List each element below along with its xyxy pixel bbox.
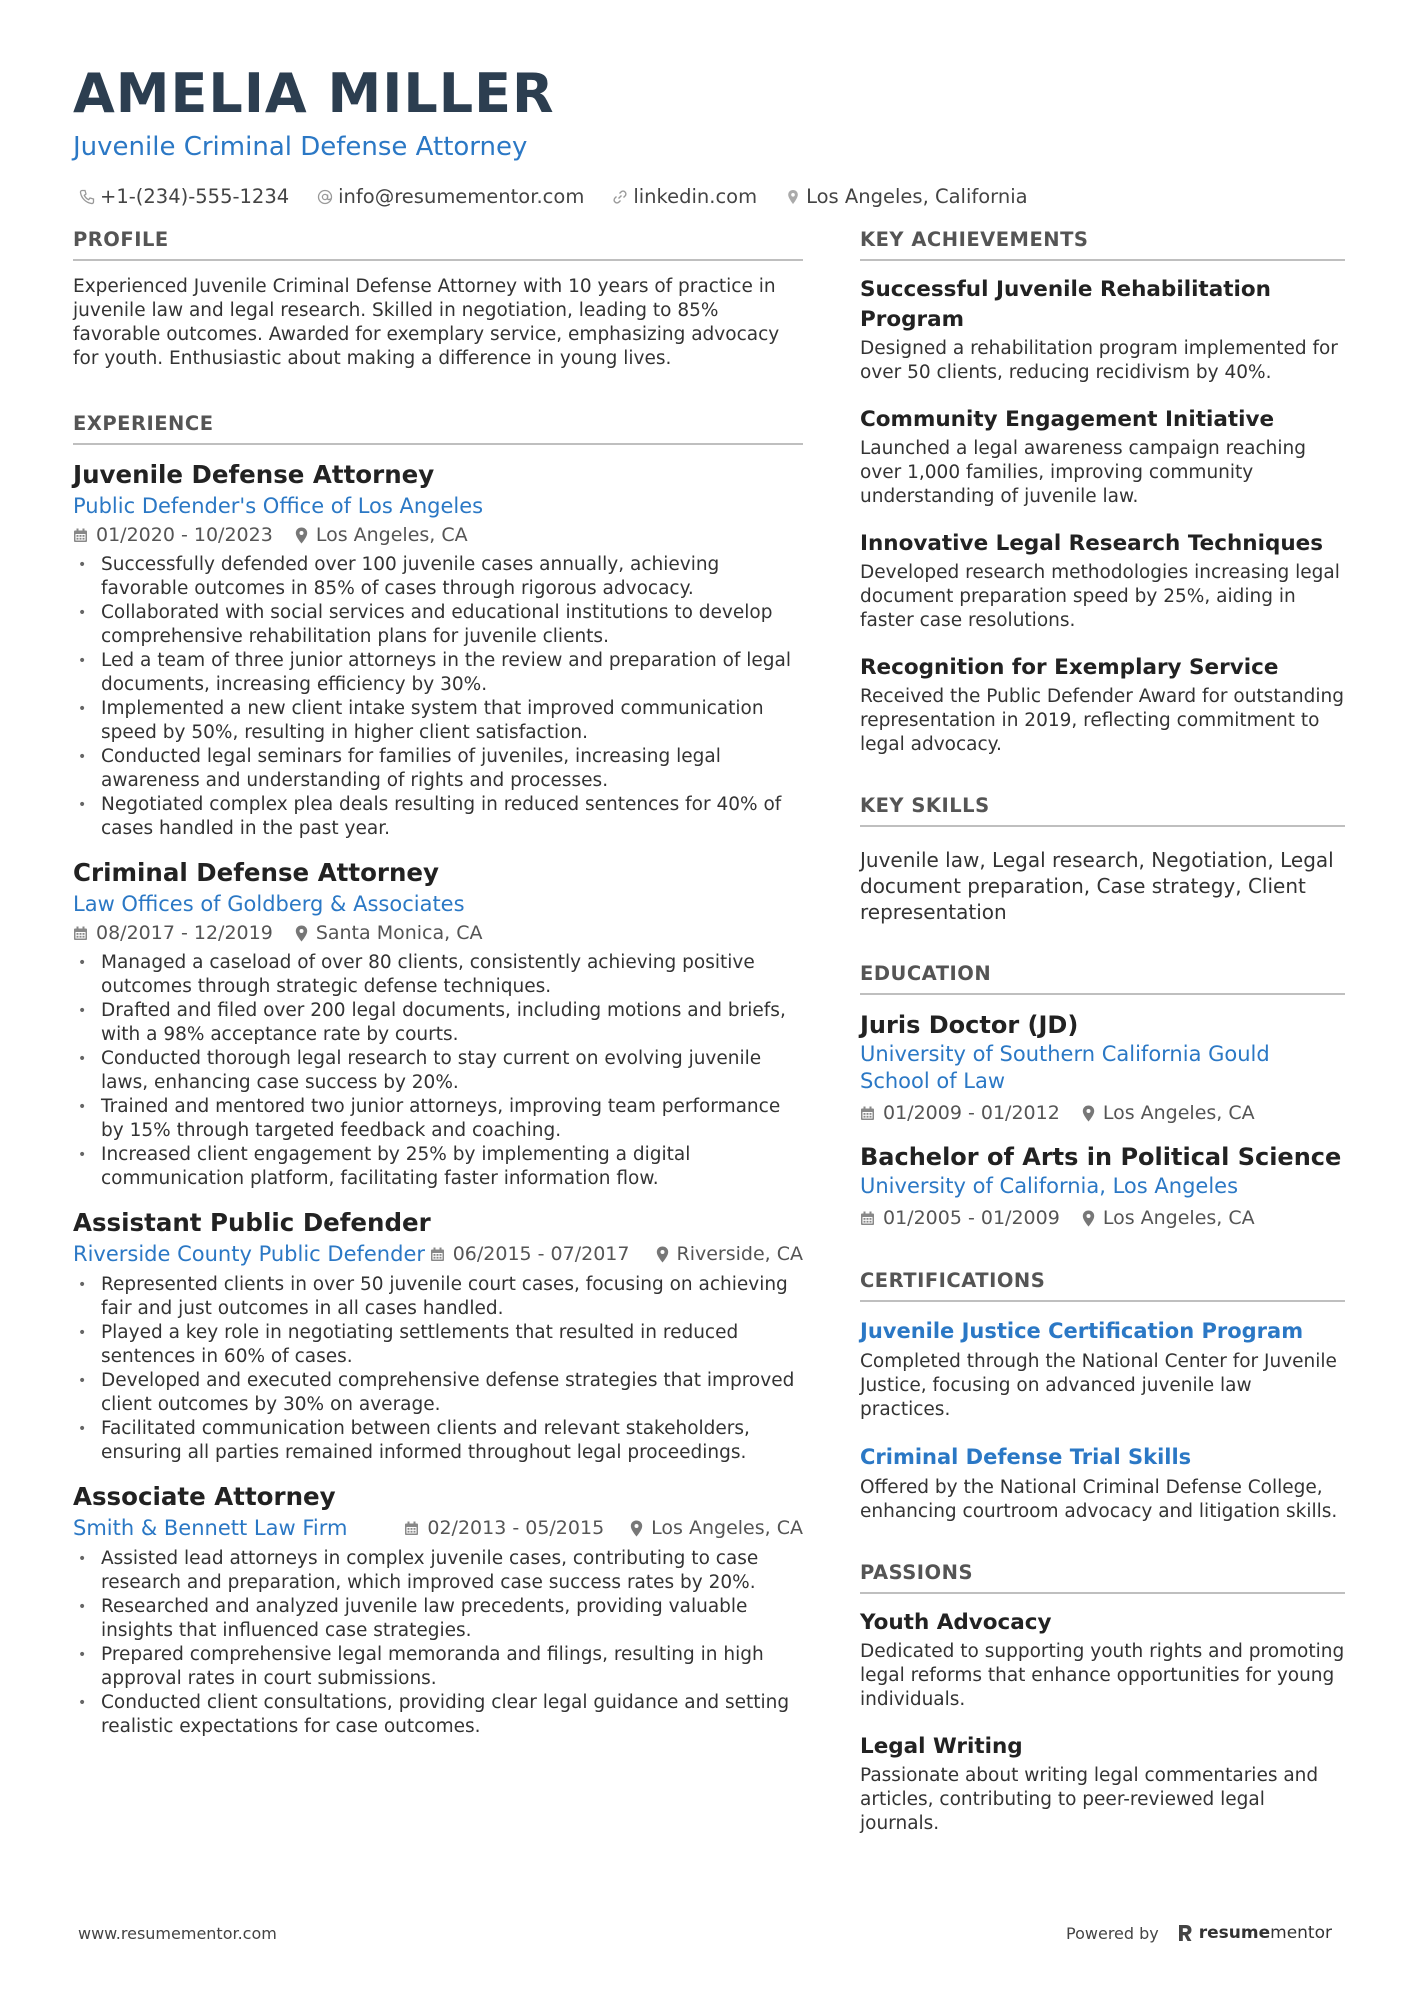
education-meta <box>860 1204 1345 1232</box>
job-bullets <box>73 951 803 1191</box>
job-bullet: • Represented clients in over 50 juvenile court cases, focusing on achieving fair and just outcomes in all cases handled. <box>73 1273 803 1321</box>
job-bullet: • Conducted legal seminars for families of juveniles, increasing legal awareness and understanding of rights and processes. <box>73 745 803 793</box>
job-bullet: • Trained and mentored two junior attorneys, improving team performance by 15% through targeted feedback and coaching. <box>73 1095 803 1143</box>
job-location <box>630 1514 803 1542</box>
achievements-section <box>860 227 1345 757</box>
job-dates-text: 08/2017 - 12/2019 <box>96 922 273 944</box>
job-bullet: • Assisted lead attorneys in complex juvenile cases, contributing to case research and preparation, which improved case success rates by 20%. <box>73 1547 803 1595</box>
education-location-text: Los Angeles, CA <box>1102 1207 1255 1229</box>
calendar-icon <box>404 1521 419 1536</box>
achievement-title: Innovative Legal Research Techniques <box>860 531 1324 556</box>
education-location-text: Los Angeles, CA <box>1102 1102 1255 1124</box>
certifications-section <box>860 1268 1345 1524</box>
location-pin-icon <box>1082 1105 1095 1122</box>
contact-row <box>73 184 1337 210</box>
education-dates-text: 01/2005 - 01/2009 <box>883 1207 1060 1229</box>
job-company: Public Defender's Office of Los Angeles <box>73 494 484 518</box>
certification-item <box>860 1316 1345 1422</box>
education-item <box>860 1141 1345 1232</box>
page-footer <box>78 1923 1332 1943</box>
education-school: University of Southern California Gould School of Law <box>860 1042 1270 1093</box>
brand-name-regular: mentor <box>1270 1923 1332 1943</box>
job-dates-text: 01/2020 - 10/2023 <box>96 524 273 546</box>
job-bullet: • Conducted thorough legal research to stay current on evolving juvenile laws, enhancing case success by 20%. <box>73 1047 803 1095</box>
education-dates <box>860 1204 1060 1232</box>
job-entry <box>73 1207 803 1465</box>
powered-by-label: Powered by <box>1066 1923 1159 1943</box>
job-bullets <box>73 1547 803 1739</box>
skills-text: Juvenile law, Legal research, Negotiation, Legal document preparation, Case strategy, Client representation <box>860 848 1334 924</box>
job-bullets <box>73 553 803 841</box>
job-meta-details <box>404 1514 803 1542</box>
job-bullet: • Collaborated with social services and educational institutions to develop comprehensive rehabilitation plans for juvenile clients. <box>73 601 803 649</box>
achievements-heading: KEY ACHIEVEMENTS <box>860 227 1345 261</box>
profile-text: Experienced Juvenile Criminal Defense Attorney with 10 years of practice in juvenile law and legal research. Skilled in negotiation, leading to 85% favorable outcomes. Awarded for exemplary service, emphasizing advocacy for youth. Enthusiastic about making a difference in young lives. <box>73 276 780 369</box>
achievement-text: Launched a legal awareness campaign reaching over 1,000 families, improving community understanding of juvenile law. <box>860 438 1307 507</box>
job-location-text: Los Angeles, CA <box>651 1517 803 1539</box>
education-heading: EDUCATION <box>860 961 1345 995</box>
job-company: Smith & Bennett Law Firm <box>73 1516 348 1540</box>
job-location <box>295 919 483 947</box>
education-dates <box>860 1099 1060 1127</box>
calendar-icon <box>860 1106 875 1121</box>
achievement-text: Designed a rehabilitation program implemented for over 50 clients, reducing recidivism by 40%. <box>860 338 1338 383</box>
passion-title: Youth Advocacy <box>860 1610 1052 1635</box>
location-pin-icon <box>295 527 308 544</box>
achievement-title: Successful Juvenile Rehabilitation Program <box>860 277 1271 332</box>
passion-text: Passionate about writing legal commentaries and articles, contributing to peer-reviewed legal journals. <box>860 1765 1319 1834</box>
passion-item <box>860 1732 1345 1836</box>
job-bullet: • Conducted client consultations, providing clear legal guidance and setting realistic expectations for case outcomes. <box>73 1691 803 1739</box>
job-bullet: • Developed and executed comprehensive defense strategies that improved client outcomes by 30% on average. <box>73 1369 803 1417</box>
job-bullet: • Facilitated communication between clients and relevant stakeholders, ensuring all parties remained informed throughout legal proceedings. <box>73 1417 803 1465</box>
job-entry <box>73 1481 803 1739</box>
passions-heading: PASSIONS <box>860 1560 1345 1594</box>
job-location-text: Los Angeles, CA <box>315 524 468 546</box>
job-bullet: • Drafted and filed over 200 legal documents, including motions and briefs, with a 98% acceptance rate by courts. <box>73 999 803 1047</box>
achievement-item <box>860 405 1345 509</box>
location-pin-icon <box>295 925 308 942</box>
candidate-title: Juvenile Criminal Defense Attorney <box>73 132 528 162</box>
job-dates-text: 06/2015 - 07/2017 <box>452 1243 630 1265</box>
brand-name <box>1199 1923 1332 1943</box>
powered-by <box>1066 1923 1332 1943</box>
achievement-text: Developed research methodologies increasing legal document preparation speed by 25%, aiding in faster case resolutions. <box>860 562 1340 631</box>
job-bullet: • Negotiated complex plea deals resulting in reduced sentences for 40% of cases handled in the past year. <box>73 793 803 841</box>
job-dates-text: 02/2013 - 05/2015 <box>427 1517 605 1539</box>
calendar-icon <box>430 1247 445 1262</box>
achievement-title: Recognition for Exemplary Service <box>860 655 1279 680</box>
calendar-icon <box>73 528 88 543</box>
job-meta <box>73 919 803 947</box>
location-pin-icon <box>630 1520 643 1537</box>
achievement-title: Community Engagement Initiative <box>860 407 1275 432</box>
job-bullet: • Successfully defended over 100 juvenile cases annually, achieving favorable outcomes in 85% of cases through rigorous advocacy. <box>73 553 803 601</box>
location-pin-icon <box>1082 1210 1095 1227</box>
achievement-text: Received the Public Defender Award for outstanding representation in 2019, reflecting commitment to legal advocacy. <box>860 686 1344 755</box>
education-meta <box>860 1099 1345 1127</box>
education-location <box>1082 1204 1255 1232</box>
job-location <box>295 521 468 549</box>
job-bullet: • Increased client engagement by 25% by implementing a digital communication platform, facilitating faster information flow. <box>73 1143 803 1191</box>
job-role: Criminal Defense Attorney <box>73 858 440 887</box>
certification-title: Criminal Defense Trial Skills <box>860 1445 1192 1469</box>
job-role: Assistant Public Defender <box>73 1208 431 1237</box>
passions-section <box>860 1560 1345 1836</box>
education-school: University of California, Los Angeles <box>860 1174 1239 1198</box>
location-text: Los Angeles, California <box>806 185 1028 208</box>
education-dates-text: 01/2009 - 01/2012 <box>883 1102 1060 1124</box>
phone-text: +1-(234)-555-1234 <box>100 185 290 208</box>
job-location-text: Riverside, CA <box>676 1243 803 1265</box>
contact-phone <box>79 184 289 210</box>
job-meta <box>73 1513 803 1543</box>
job-bullets <box>73 1273 803 1465</box>
certifications-heading: CERTIFICATIONS <box>860 1268 1345 1302</box>
achievement-item <box>860 275 1345 385</box>
contact-linkedin[interactable] <box>612 184 757 210</box>
skills-section <box>860 793 1345 925</box>
education-degree: Juris Doctor (JD) <box>860 1011 1079 1039</box>
education-degree: Bachelor of Arts in Political Science <box>860 1143 1342 1171</box>
job-bullet: • Managed a caseload of over 80 clients, consistently achieving positive outcomes through strategic defense techniques. <box>73 951 803 999</box>
job-meta <box>73 521 803 549</box>
brand-logo-icon <box>1177 1924 1193 1942</box>
job-role: Associate Attorney <box>73 1482 336 1511</box>
left-column <box>73 227 803 1755</box>
link-icon <box>612 189 628 205</box>
job-company: Riverside County Public Defender <box>73 1242 425 1266</box>
footer-website-link[interactable]: www.resumementor.com <box>78 1923 277 1943</box>
job-location <box>656 1240 804 1268</box>
contact-location <box>785 184 1027 210</box>
linkedin-link[interactable]: linkedin.com <box>633 185 758 208</box>
passion-item <box>860 1608 1345 1712</box>
job-dates <box>430 1240 630 1268</box>
passion-title: Legal Writing <box>860 1734 1023 1759</box>
job-bullet: • Played a key role in negotiating settlements that resulted in reduced sentences in 60% of cases. <box>73 1321 803 1369</box>
email-link[interactable]: info@resumementor.com <box>338 185 585 208</box>
candidate-name: AMELIA MILLER <box>73 62 555 125</box>
experience-heading: EXPERIENCE <box>73 411 803 445</box>
job-meta <box>73 1239 803 1269</box>
achievement-item <box>860 653 1345 757</box>
job-entry <box>73 459 803 841</box>
achievement-item <box>860 529 1345 633</box>
right-column <box>860 227 1345 1872</box>
job-bullet: • Prepared comprehensive legal memoranda and filings, resulting in high approval rates in court submissions. <box>73 1643 803 1691</box>
job-bullet: • Researched and analyzed juvenile law precedents, providing valuable insights that influenced case strategies. <box>73 1595 803 1643</box>
brand-logo[interactable] <box>1177 1923 1332 1943</box>
job-role: Juvenile Defense Attorney <box>73 460 435 489</box>
certification-item <box>860 1442 1345 1524</box>
job-location-text: Santa Monica, CA <box>315 922 483 944</box>
certification-title: Juvenile Justice Certification Program <box>860 1319 1304 1343</box>
job-meta-details <box>430 1240 803 1268</box>
job-dates <box>73 521 273 549</box>
experience-section <box>73 411 803 1739</box>
location-pin-icon <box>785 189 801 205</box>
brand-name-bold: resume <box>1198 1923 1271 1943</box>
job-dates <box>404 1514 604 1542</box>
job-bullet: • Led a team of three junior attorneys in the review and preparation of legal documents, increasing efficiency by 30%. <box>73 649 803 697</box>
education-location <box>1082 1099 1255 1127</box>
job-company: Law Offices of Goldberg & Associates <box>73 892 465 916</box>
profile-section <box>73 227 803 371</box>
job-entry <box>73 857 803 1191</box>
phone-icon <box>79 189 95 205</box>
education-item <box>860 1009 1345 1127</box>
job-dates <box>73 919 273 947</box>
contact-email[interactable] <box>317 184 584 210</box>
at-icon <box>317 189 333 205</box>
skills-heading: KEY SKILLS <box>860 793 1345 827</box>
job-bullet: • Implemented a new client intake system that improved communication speed by 50%, resulting in higher client satisfaction. <box>73 697 803 745</box>
passion-text: Dedicated to supporting youth rights and promoting legal reforms that enhance opportunities for young individuals. <box>860 1641 1345 1710</box>
certification-text: Completed through the National Center for Juvenile Justice, focusing on advanced juvenile law practices. <box>860 1351 1337 1420</box>
resume-header <box>73 58 1337 210</box>
education-section <box>860 961 1345 1232</box>
calendar-icon <box>73 926 88 941</box>
location-pin-icon <box>656 1246 669 1263</box>
profile-heading: PROFILE <box>73 227 803 261</box>
certification-text: Offered by the National Criminal Defense College, enhancing courtroom advocacy and litigation skills. <box>860 1477 1338 1522</box>
calendar-icon <box>860 1211 875 1226</box>
